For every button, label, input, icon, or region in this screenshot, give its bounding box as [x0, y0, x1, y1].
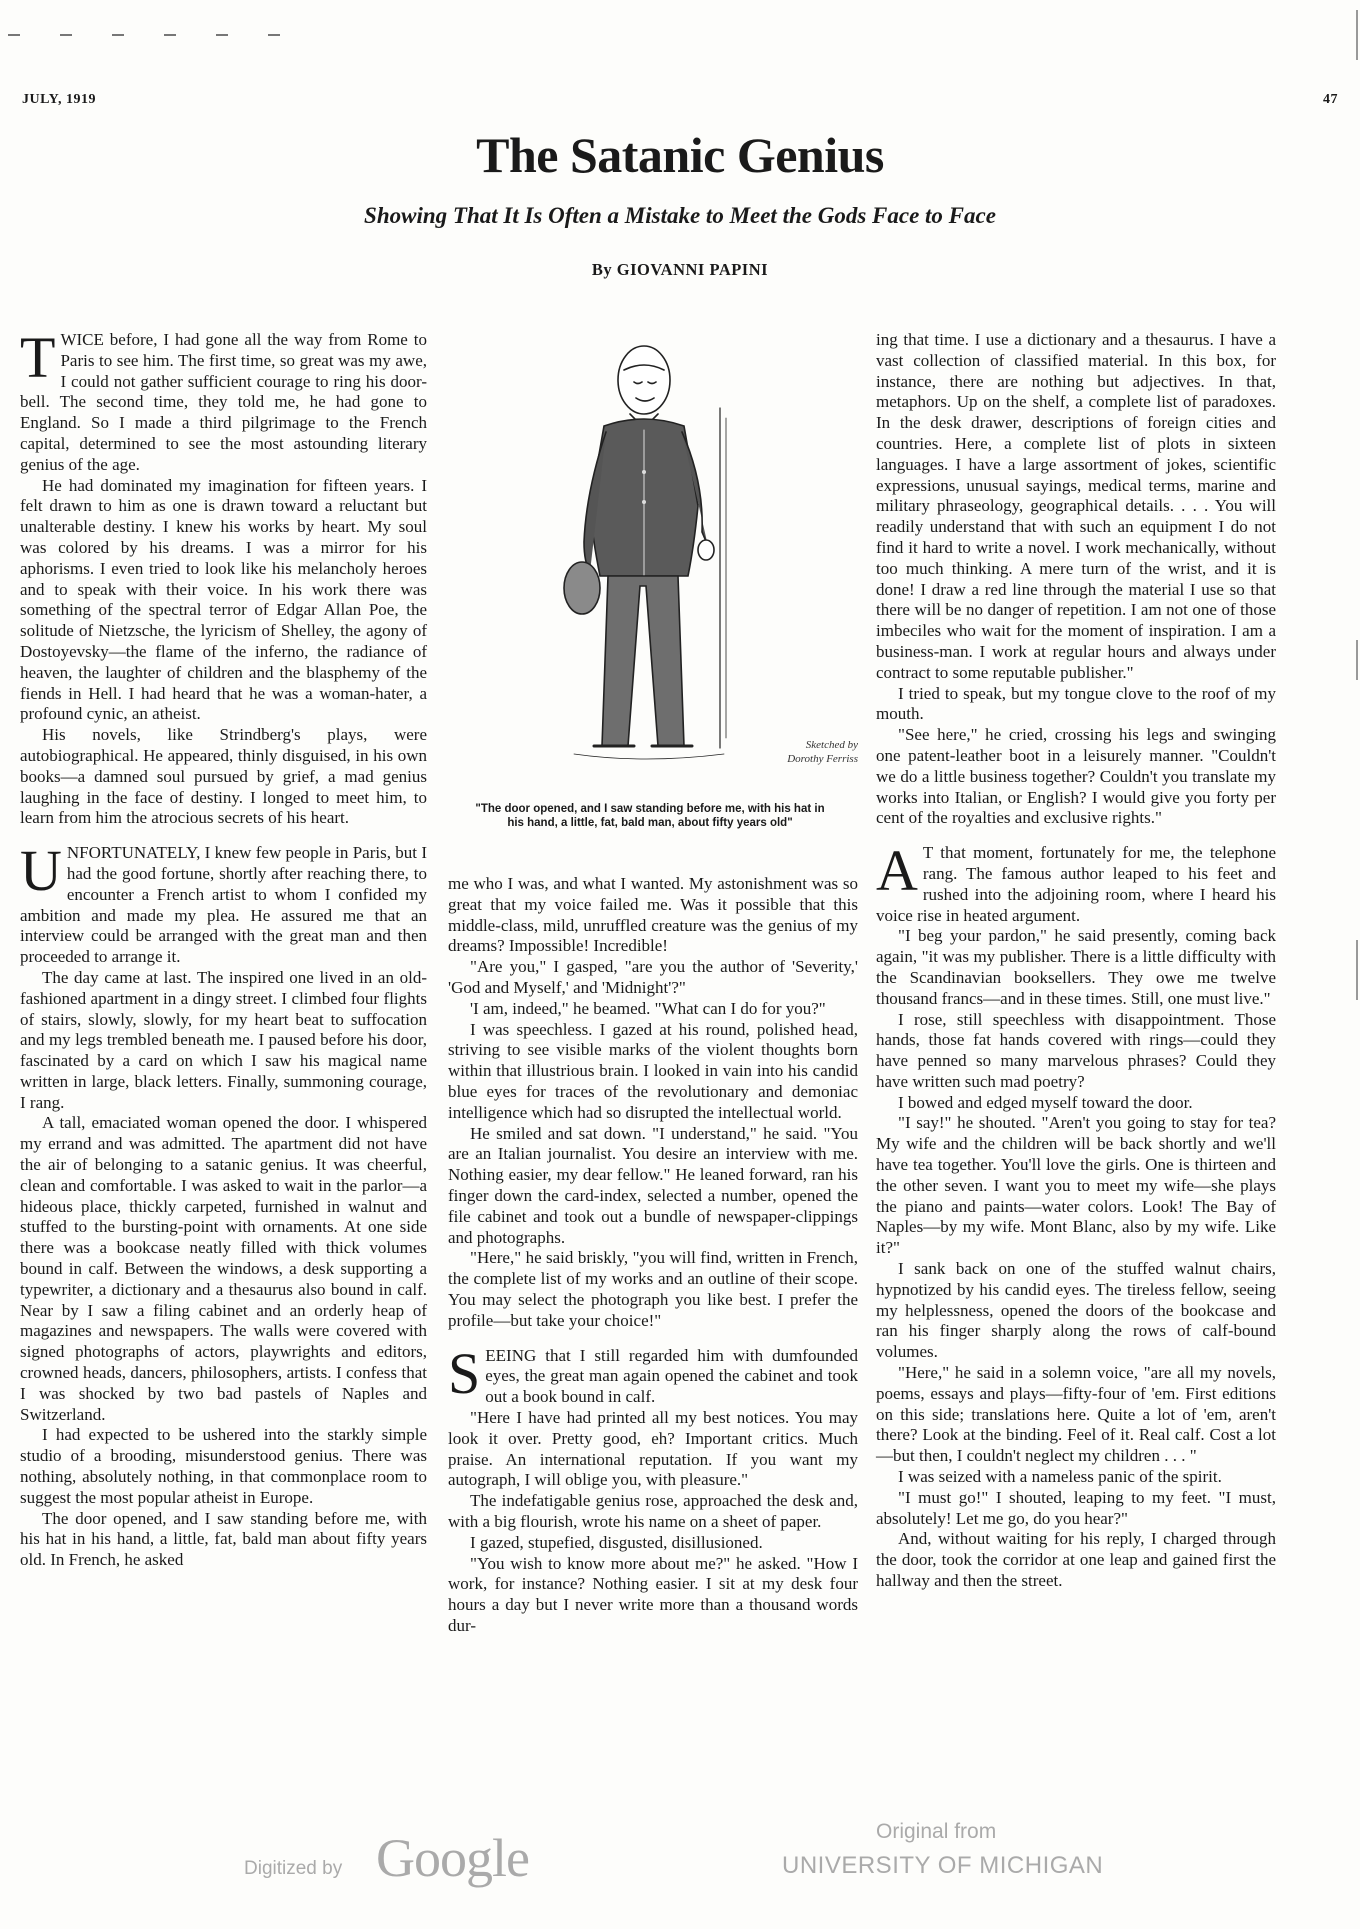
- paragraph: I gazed, stupefied, disgusted, disillusioned.: [470, 1532, 763, 1552]
- paragraph: The day came at last. The inspired one lived in an old-fashioned apartment in a dingy street. I climbed four flights of stairs, slowly, slowly, for my heart beat to suffocation and my legs trembled beneath me. I paused before his door, fascinated by a card on which I saw his magical name written in large, black letters. Finally, summoning courage, I rang.: [20, 967, 427, 1112]
- paragraph: I bowed and edged myself toward the door.: [898, 1092, 1193, 1112]
- paragraph: "I beg your pardon," he said presently, coming back again, "it was my publisher. There is a little difficulty with the Scandinavian booksellers. They owe me twelve thousand francs—and in these times. Still, one must live.": [876, 926, 1276, 1008]
- digitized-by-label: Digitized by: [244, 1858, 343, 1879]
- illustration-man-with-hat: [484, 322, 834, 792]
- paragraph: "I say!" he shouted. "Aren't you going to stay for tea? My wife and the children will be back shortly and we'll have tea together. You'll love the girls. One is thirteen and the other seven. I want you to meet my wife—she plays the piano and paints—water colors. Look! The Bay of Naples—by my wife. Mont Blanc, also by my wife. Like it?": [876, 1113, 1276, 1258]
- paragraph: "Here I have had printed all my best notices. You may look it over. Pretty good, eh? Important critics. Much praise. An international reputation. If you want my autograph, I will oblige you, with pleasure.": [448, 1407, 858, 1490]
- paragraph: "See here," he cried, crossing his legs and swinging one patent-leather boot in a leisurely manner. "Couldn't we do a little business together? Couldn't you translate my works into Italian, or English? I would give you forty per cent of the royalties and exclusive rights.": [876, 725, 1276, 828]
- paragraph: I was seized with a nameless panic of the spirit.: [898, 1467, 1222, 1487]
- paragraph: His novels, like Strindberg's plays, were autobiographical. He appeared, thinly disguised, in his own books—a damned soul pursued by grief, a mad genius laughing in the face of destiny. I longed to meet him, to learn from him the atrocious secrets of his heart.: [20, 725, 427, 828]
- drop-cap: S: [448, 1340, 481, 1406]
- drop-cap: T: [20, 325, 56, 390]
- paragraph: me who I was, and what I wanted. My astonishment was so great that my voice failed me. Was it possible that this middle-class, mild, unruffled creature was the genius of my dreams? Impossible! Incredible!: [448, 874, 858, 956]
- paragraph: A tall, emaciated woman opened the door. I whispered my errand and was admitted. The apartment did not have the air of belonging to a satanic genius. It was cheerful, clean and comfortable. I was asked to wait in the parlor—a hideous place, thickly carpeted, furnished in walnut and stuffed to the bursting-point with ornaments. At one side there was a bookcase neatly filled with thick volumes bound in calf. Between the windows, a desk supporting a typewriter, a dictionary and a thesaurus also bound in calf. Near by I saw a filing cabinet and an orderly heap of magazines and newspapers. The walls were covered with signed photographs of actors, playwrights and editors, crowned heads, dancers, philosophers, artists. I confess that I was shocked by two bad pastels of Naples and Switzerland.: [20, 1113, 427, 1424]
- illustration-credit: Sketched by Dorothy Ferriss: [787, 739, 858, 765]
- column-1: [20, 325, 427, 1571]
- paragraph: He had dominated my imagination for fifteen years. I felt drawn to him as one is drawn toward a reluctant but unalterable destiny. I knew his works by heart. My soul was colored by his dreams. I was a mirror for his aphorisms. I even tried to look like his melancholy heroes and to speak with their voice. In his work there was something of the spectral terror of Edgar Allan Poe, the solitude of Nietzsche, the lyricism of Shelley, the agony of Dostoyevsky—the flame of the inferno, the radiance of heaven, the laughter of children and the blasphemy of the fiends in Hell. I had heard that he was a woman-hater, a profound cynic, an atheist.: [20, 475, 427, 724]
- edge-artifact: [1356, 640, 1358, 680]
- original-from-label: Original from: [876, 1820, 997, 1843]
- paragraph: I sank back on one of the stuffed walnut chairs, hypnotized by his candid eyes. The tireless fellow, seeing my helplessness, opened the doors of the bookcase and ran his finger sharply along the rows of calf-bound volumes.: [876, 1259, 1276, 1362]
- paragraph: I had expected to be ushered into the starkly simple studio of a brooding, misunderstood genius. There was nothing, absolutely nothing, in that commonplace room to suggest the most popular atheist in Europe.: [20, 1425, 427, 1507]
- paragraph: TWICE before, I had gone all the way from Rome to Paris to see him. The first time, so great was my awe, I could not gather sufficient courage to ring his door-bell. The second time, they told me, he had gone to England. So I made a third pilgrimage to the French capital, determined to see the most astounding literary genius of the age.: [20, 325, 427, 474]
- column-3: [876, 330, 1276, 1592]
- edge-artifact: [1356, 10, 1358, 60]
- article-subtitle: Showing That It Is Often a Mistake to Meet the Gods Face to Face: [364, 203, 996, 228]
- paragraph: 'I am, indeed," he beamed. "What can I do for you?": [470, 998, 826, 1018]
- paragraph: The indefatigable genius rose, approached the desk and, with a big flourish, wrote his name on a sheet of paper.: [448, 1491, 858, 1531]
- google-logo: Google: [376, 1828, 529, 1888]
- drop-cap: A: [876, 838, 918, 904]
- paragraph: "Here," he said in a solemn voice, "are all my novels, poems, essays and plays—fifty-four of 'em. First editions on this side; translations here. Quite a lot of 'em, aren't there? Look at the binding. Feel of it. Real calf. Cost a lot—but then, I couldn't neglect my children . . . ": [876, 1363, 1276, 1466]
- paragraph: The door opened, and I saw standing before me, with his hat in his hand, a little, fat, bald man about fifty years old. In French, he asked: [20, 1508, 427, 1570]
- paragraph: "Are you," I gasped, "are you the author of 'Severity,' 'God and Myself,' and 'Midnight'?": [448, 957, 858, 997]
- edge-artifact: [1356, 940, 1358, 1000]
- paragraph: "Here," he said briskly, "you will find, written in French, the complete list of my works and an outline of their scope. You may select the photograph you like best. I prefer the profile—but take your choice!": [448, 1248, 858, 1330]
- paragraph: "You wish to know more about me?" he asked. "How I work, for instance? Nothing easier. I sit at my desk four hours a day but I never write more than a thousand words dur-: [448, 1553, 858, 1635]
- byline: By GIOVANNI PAPINI: [591, 260, 769, 279]
- illustration-caption: "The door opened, and I saw standing before me, with his hat in his hand, a little, fat, bald man, about fifty years old": [475, 803, 825, 829]
- paragraph: ing that time. I use a dictionary and a thesaurus. I have a vast collection of classified material. In this box, for instance, there are nothing but adjectives. In that, metaphors. Up on the shelf, a complete list of paradoxes. In the desk drawer, descriptions of foreign cities and countries. Here, a complete list of plots in sixteen languages. I have a large assortment of jokes, scientific expressions, unusual sayings, medical terms, marine and military phraseology, geographical details. . . . You will readily understand that with such an equipment I do not find it hard to write a novel. I work mechanically, without too much thinking. A mere turn of the wrist, and it is done! I draw a red line through the material I use so that there will be no danger of repetition. I am not one of those imbeciles who wait for the moment of inspiration. I am a business-man. I work at regular hours and always under contract to some reputable publisher.": [876, 330, 1276, 682]
- paragraph: A T that moment, fortunately for me, the telephone rang. The famous author leaped to his feet and rushed into the adjoining room, where I heard his voice rise in heated argument.: [876, 838, 1276, 925]
- article-title: The Satanic Genius: [476, 127, 884, 183]
- paragraph: I rose, still speechless with disappointment. Those hands, those fat hands covered with rings—could they have penned so many marvelous phrases? Could they have written such mad poetry?: [876, 1009, 1276, 1091]
- column-2: [448, 874, 858, 1637]
- page-number: 47: [1323, 92, 1338, 107]
- paragraph: "I must go!" I shouted, leaping to my feet. "I must, absolutely! Let me go, do you hear?": [876, 1487, 1276, 1528]
- drop-cap: U: [20, 838, 62, 904]
- institution-label: UNIVERSITY OF MICHIGAN: [782, 1852, 1104, 1879]
- paragraph: I tried to speak, but my tongue clove to the roof of my mouth.: [876, 683, 1276, 724]
- top-scan-artifact: [8, 34, 308, 36]
- paragraph: He smiled and sat down. "I understand," he said. "You are an Italian journalist. You desire an interview with me. Nothing easier, my dear fellow." He leaned forward, ran his finger down the card-index, selected a number, opened the file cabinet and took out a bundle of newspaper-clippings and photographs.: [448, 1123, 858, 1247]
- paragraph: UNFORTUNATELY, I knew few people in Paris, but I had the good fortune, shortly after reaching there, to encounter a French artist to whom I confided my ambition and made my plea. He assured me that an interview could be arranged with the great man and then proceeded to arrange it.: [20, 838, 427, 967]
- running-head-date: JULY, 1919: [22, 92, 96, 107]
- paragraph: SEEING that I still regarded him with dumfounded eyes, the great man again opened the cabinet and took out a book bound in calf.: [448, 1340, 858, 1407]
- paragraph: And, without waiting for his reply, I charged through the door, took the corridor at one leap and gained first the hallway and then the street.: [876, 1529, 1276, 1591]
- paragraph: I was speechless. I gazed at his round, polished head, striving to see visible marks of the violent thoughts born within that illustrious brain. I looked in vain into his candid blue eyes for traces of the revolutionary and demoniac intelligence which had so disrupted the intellectual world.: [448, 1019, 858, 1122]
